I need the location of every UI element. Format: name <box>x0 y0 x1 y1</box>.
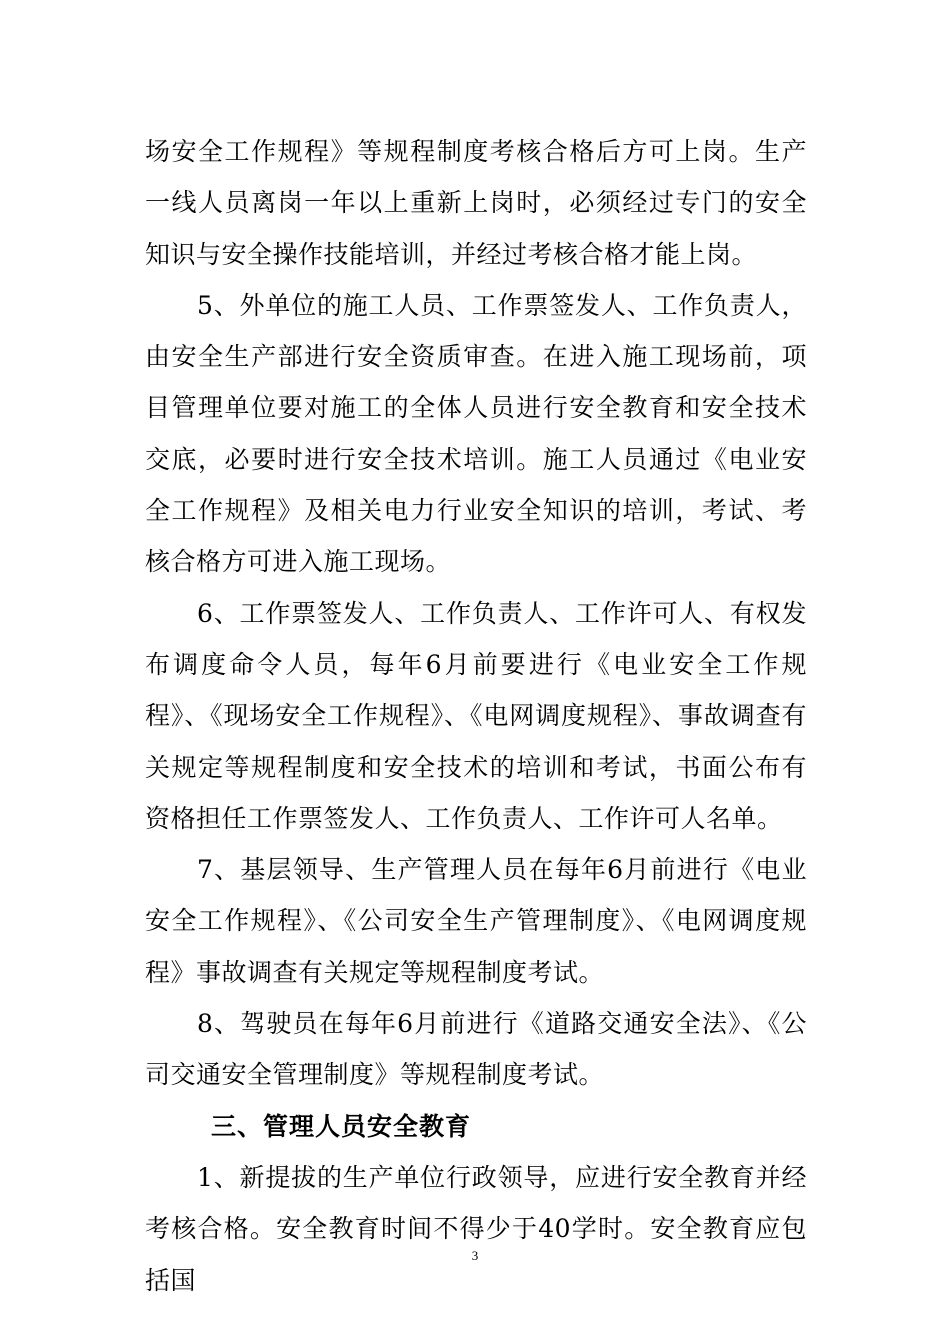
paragraph-section3-item-1: 1、新提拔的生产单位行政领导，应进行安全教育并经考核合格。安全教育时间不得少于40学时。安全教育应包括国 <box>145 1162 807 1295</box>
section-heading: 三、管理人员安全教育 <box>211 1111 472 1141</box>
page-number: 3 <box>471 1248 479 1263</box>
paragraph-continued: 场安全工作规程》等规程制度考核合格后方可上岗。生产一线人员离岗一年以上重新上岗时，必须经过专门的安全知识与安全操作技能培训，并经过考核合格才能上岗。 <box>145 137 807 269</box>
paragraph-item-5: 5、外单位的施工人员、工作票签发人、工作负责人，由安全生产部进行安全资质审查。在进入施工现场前，项目管理单位要对施工的全体人员进行安全教育和安全技术交底，必要时进行安全技术培训。施工人员通过《电业安全工作规程》及相关电力行业安全知识的培训，考试、考核合格方可进入施工现场。 <box>145 290 807 577</box>
paragraph-item-8: 8、驾驶员在每年6月前进行《道路交通安全法》、《公司交通安全管理制度》等规程制度考试。 <box>145 1009 807 1090</box>
document-body <box>145 126 807 1306</box>
paragraph-item-6: 6、工作票签发人、工作负责人、工作许可人、有权发布调度命令人员，每年6月前要进行《电业安全工作规程》、《现场安全工作规程》、《电网调度规程》、事故调查有关规定等规程制度和安全技术的培训和考试，书面公布有资格担任工作票签发人、工作负责人、工作许可人名单。 <box>145 598 807 833</box>
paragraph-item-7: 7、基层领导、生产管理人员在每年6月前进行《电业安全工作规程》、《公司安全生产管理制度》、《电网调度规程》事故调查有关规定等规程制度考试。 <box>145 855 807 987</box>
